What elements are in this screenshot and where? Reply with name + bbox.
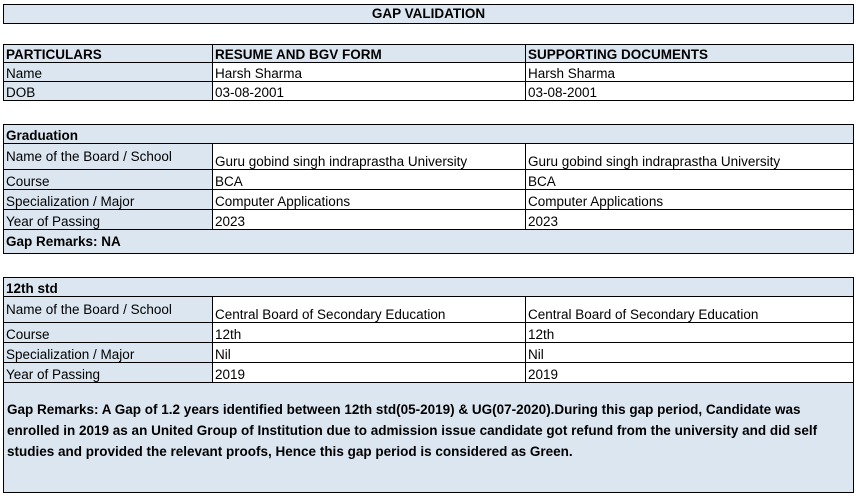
docs-value: 03-08-2001	[526, 82, 854, 101]
docs-value: BCA	[526, 170, 854, 190]
row-label: Specialization / Major	[4, 343, 213, 363]
section-heading-row	[4, 125, 854, 144]
docs-value: Guru gobind singh indraprastha University	[526, 144, 854, 170]
row-label: DOB	[4, 82, 213, 101]
resume-value: 2023	[213, 210, 526, 230]
table-row	[4, 343, 854, 363]
header-row	[4, 45, 854, 63]
table-row	[4, 144, 854, 170]
header-resume: RESUME AND BGV FORM	[213, 45, 526, 63]
gap-remarks-row	[4, 383, 854, 493]
personal-details-table	[3, 44, 854, 101]
row-label: Name	[4, 63, 213, 82]
header-supporting-docs: SUPPORTING DOCUMENTS	[526, 45, 854, 63]
page-title: GAP VALIDATION	[3, 4, 854, 24]
section-heading: 12th std	[4, 278, 854, 297]
resume-value: Guru gobind singh indraprastha University	[213, 144, 526, 170]
table-row	[4, 363, 854, 383]
section-heading: Graduation	[4, 125, 854, 144]
docs-value: Central Board of Secondary Education	[526, 297, 854, 323]
row-label: Course	[4, 323, 213, 343]
graduation-table	[3, 124, 854, 254]
section-heading-row	[4, 278, 854, 297]
docs-value: 2023	[526, 210, 854, 230]
docs-value: Harsh Sharma	[526, 63, 854, 82]
gap-remarks: Gap Remarks: NA	[4, 230, 854, 254]
table-row	[4, 297, 854, 323]
table-row	[4, 170, 854, 190]
resume-value: Harsh Sharma	[213, 63, 526, 82]
resume-value: BCA	[213, 170, 526, 190]
resume-value: Computer Applications	[213, 190, 526, 210]
row-label: Name of the Board / School	[4, 297, 213, 323]
resume-value: 2019	[213, 363, 526, 383]
row-label: Year of Passing	[4, 210, 213, 230]
table-row	[4, 323, 854, 343]
docs-value: Computer Applications	[526, 190, 854, 210]
header-particulars: PARTICULARS	[4, 45, 213, 63]
resume-value: 03-08-2001	[213, 82, 526, 101]
table-row	[4, 190, 854, 210]
gap-remarks-row	[4, 230, 854, 254]
row-label: Course	[4, 170, 213, 190]
row-label: Year of Passing	[4, 363, 213, 383]
table-row	[4, 63, 854, 82]
row-label: Name of the Board / School	[4, 144, 213, 170]
gap-remarks: Gap Remarks: A Gap of 1.2 years identified between 12th std(05-2019) & UG(07-2020).During this gap period, Candidate was enrolled in 2019 as an United Group of Institution due to admission issue candidate got refund from the university and did self studies and provided the relevant proofs, Hence this gap period is considered as Green.	[4, 383, 854, 493]
docs-value: 2019	[526, 363, 854, 383]
table-row	[4, 210, 854, 230]
docs-value: Nil	[526, 343, 854, 363]
resume-value: Central Board of Secondary Education	[213, 297, 526, 323]
table-row	[4, 82, 854, 101]
docs-value: 12th	[526, 323, 854, 343]
twelfth-table	[3, 277, 854, 493]
row-label: Specialization / Major	[4, 190, 213, 210]
resume-value: Nil	[213, 343, 526, 363]
resume-value: 12th	[213, 323, 526, 343]
